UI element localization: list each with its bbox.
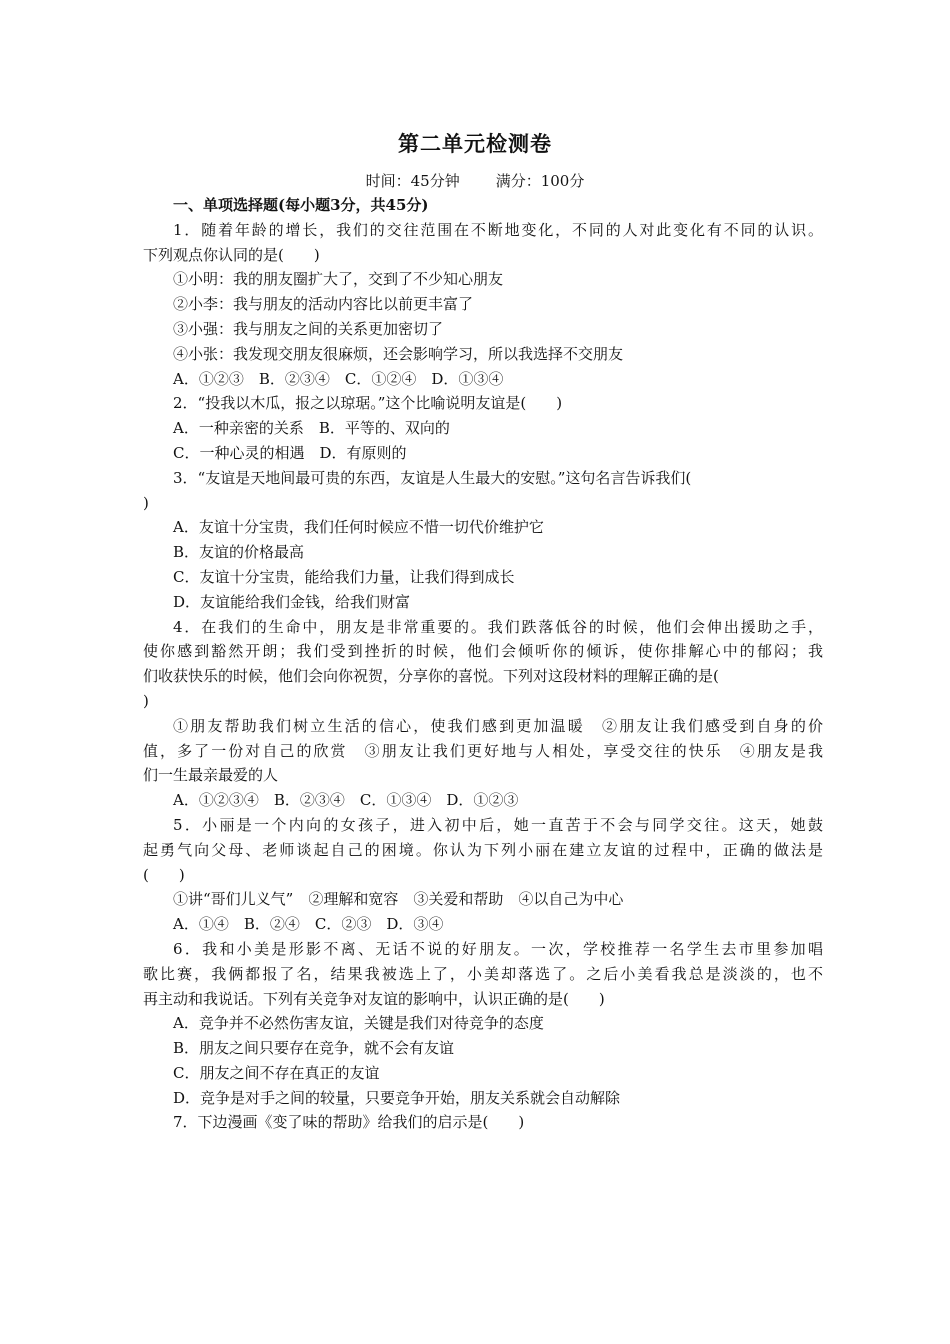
question-5-stem-cont: 起勇气向父母、老师谈起自己的困境。你认为下列小丽在建立友谊的过程中，正确的做法是 xyxy=(143,840,823,859)
question-1-statement: ①小明：我的朋友圈扩大了，交到了不少知心朋友 xyxy=(173,270,504,289)
question-1-stem-cont: 下列观点你认同的是( ) xyxy=(143,245,320,264)
question-4-answers: A．①②③④ B．②③④ C．①③④ D．①②③ xyxy=(173,791,519,810)
question-6-stem-cont: 歌比赛，我俩都报了名，结果我被选上了，小美却落选了。之后小美看我总是淡淡的，也不 xyxy=(143,964,823,983)
question-3-stem-cont: ) xyxy=(143,493,149,512)
question-6-stem: 6．我和小美是形影不离、无话不说的好朋友。一次，学校推荐一名学生去市里参加唱 xyxy=(173,939,823,958)
question-1-statement: ②小李：我与朋友的活动内容比以前更丰富了 xyxy=(173,295,474,314)
page-title: 第二单元检测卷 xyxy=(398,131,552,156)
question-2-options-cd: C．一种心灵的相遇 D．有原则的 xyxy=(173,443,407,462)
exam-score: 满分：100分 xyxy=(495,172,585,190)
question-2-options-ab: A．一种亲密的关系 B．平等的、双向的 xyxy=(173,419,450,438)
question-1-statement: ③小强：我与朋友之间的关系更加密切了 xyxy=(173,319,444,338)
question-4-statements-cont: 们一生最亲最爱的人 xyxy=(143,766,279,785)
exam-time: 时间：45分钟 xyxy=(365,172,460,190)
question-4-stem: 4．在我们的生命中，朋友是非常重要的。我们跌落低谷的时候，他们会伸出援助之手， xyxy=(173,617,823,636)
question-1-statement: ④小张：我发现交朋友很麻烦，还会影响学习，所以我选择不交朋友 xyxy=(173,344,624,363)
question-4-stem-cont: 们收获快乐的时候，他们会向你祝贺，分享你的喜悦。下列对这段材料的理解正确的是( xyxy=(143,667,719,686)
question-3-option-b: B．友谊的价格最高 xyxy=(173,543,305,562)
question-1-stem: 1．随着年龄的增长，我们的交往范围在不断地变化，不同的人对此变化有不同的认识。 xyxy=(173,220,823,239)
question-6-option-b: B．朋友之间只要存在竞争，就不会有友谊 xyxy=(173,1039,455,1058)
question-3-option-a: A．友谊十分宝贵，我们任何时候应不惜一切代价维护它 xyxy=(173,518,544,537)
question-4-stem-cont: 使你感到豁然开朗；我们受到挫折的时候，他们会倾听你的倾诉，使你排解心中的郁闷；我 xyxy=(143,642,823,661)
question-body xyxy=(143,193,823,1135)
question-4-statements: ①朋友帮助我们树立生活的信心，使我们感到更加温暖 ②朋友让我们感受到自身的价 xyxy=(173,716,823,735)
question-3-option-d: D．友谊能给我们金钱，给我们财富 xyxy=(173,592,411,611)
question-5-stem: 5．小丽是一个内向的女孩子，进入初中后，她一直苦于不会与同学交往。这天，她鼓 xyxy=(173,815,823,834)
question-6-option-a: A．竞争并不必然伤害友谊，关键是我们对待竞争的态度 xyxy=(173,1014,544,1033)
question-6-option-d: D．竞争是对手之间的较量，只要竞争开始，朋友关系就会自动解除 xyxy=(173,1088,621,1107)
question-6-stem-cont: 再主动和我说话。下列有关竞争对友谊的影响中，认识正确的是( ) xyxy=(143,989,605,1008)
question-5-stem-cont: ( ) xyxy=(143,865,185,884)
question-3-option-c: C．友谊十分宝贵，能给我们力量，让我们得到成长 xyxy=(173,567,515,586)
section-heading: 一、单项选择题(每小题3分，共45分) xyxy=(173,196,429,214)
question-4-stem-cont: ) xyxy=(143,691,149,710)
question-6-option-c: C．朋友之间不存在真正的友谊 xyxy=(173,1063,380,1082)
question-5-answers: A．①④ B．②④ C．②③ D．③④ xyxy=(173,915,444,934)
question-3-stem: 3．“友谊是天地间最可贵的东西，友谊是人生最大的安慰。”这句名言告诉我们( xyxy=(173,468,692,487)
question-4-statements-cont: 值，多了一份对自己的欣赏 ③朋友让我们更好地与人相处，享受交往的快乐 ④朋友是我 xyxy=(143,741,823,760)
question-1-answers: A．①②③ B．②③④ C．①②④ D．①③④ xyxy=(173,369,504,388)
question-2-stem: 2．“投我以木瓜，报之以琼琚。”这个比喻说明友谊是( ) xyxy=(173,394,563,413)
question-7-stem: 7．下边漫画《变了味的帮助》给我们的启示是( ) xyxy=(173,1113,525,1132)
question-5-statements: ①讲“哥们儿义气” ②理解和宽容 ③关爱和帮助 ④以自己为中心 xyxy=(173,890,624,909)
exam-meta xyxy=(0,170,950,191)
